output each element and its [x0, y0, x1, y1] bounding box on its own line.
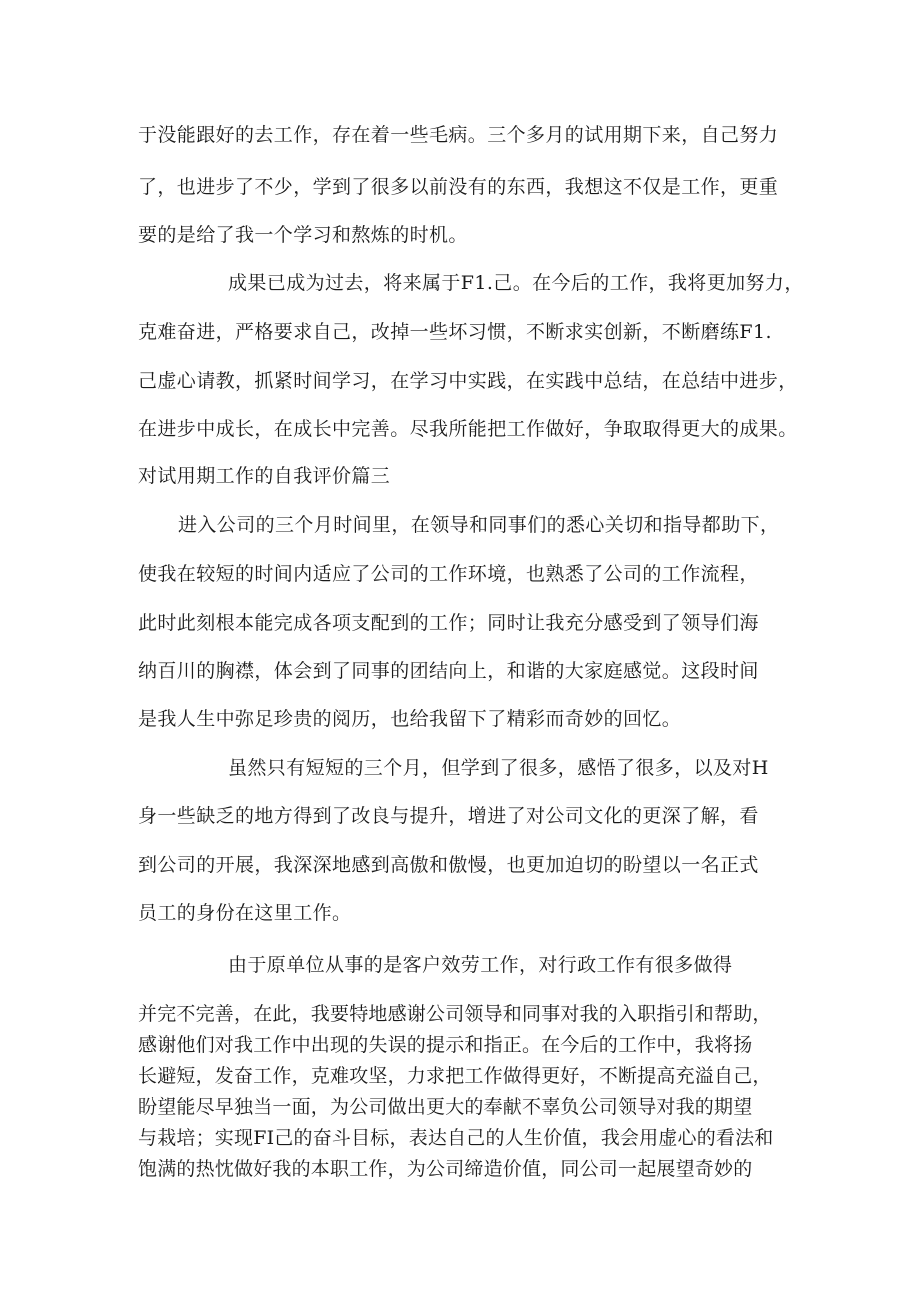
text-line: 于没能跟好的去工作，存在着一些毛病。三个多月的试用期下来，自己努力 — [138, 124, 779, 146]
text-line: 使我在较短的时间内适应了公司的工作环境，也熟悉了公司的工作流程， — [138, 563, 759, 585]
text-line: 在进步中成长，在成长中完善。尽我所能把工作做好，争取取得更大的成果。 — [138, 418, 798, 440]
text-line: 到公司的开展，我深深地感到高傲和傲慢，也更加迫切的盼望以一名正式 — [138, 854, 759, 876]
text-line: 成果已成为过去，将来属于F1.己。在今后的工作，我将更加努力， — [228, 272, 804, 294]
text-line: 纳百川的胸襟，体会到了同事的团结向上，和谐的大家庭感觉。这段时间 — [138, 660, 759, 682]
text-line: 长避短，发奋工作，克难攻坚，力求把工作做得更好，不断提高充溢自己， — [138, 1065, 772, 1087]
text-line: 感谢他们对我工作中出现的失误的提示和指正。在今后的工作中，我将扬 — [138, 1034, 753, 1056]
text-line: 员工的身份在这里工作。 — [138, 902, 352, 924]
text-line: 要的是给了我一个学习和熬炼的时机。 — [138, 224, 468, 246]
text-line: 盼望能尽早独当一面，为公司做出更大的奉献不辜负公司领导对我的期望 — [138, 1096, 753, 1118]
section-heading: 对试用期工作的自我评价篇三 — [138, 465, 391, 487]
text-line: 进入公司的三个月时间里，在领导和同事们的悉心关切和指导都助下， — [178, 514, 780, 536]
text-line: 己虚心请教，抓紧时间学习，在学习中实践，在实践中总结，在总结中进步， — [138, 370, 798, 392]
text-line: 了，也进步了不少，学到了很多以前没有的东西，我想这不仅是工作，更重 — [138, 176, 779, 198]
text-line: 虽然只有短短的三个月，但学到了很多，感悟了很多，以及对H — [228, 757, 769, 779]
text-line: 身一些缺乏的地方得到了改良与提升，增进了对公司文化的更深了解，看 — [138, 805, 759, 827]
text-line: 是我人生中弥足珍贵的阅历，也给我留下了精彩而奇妙的回忆。 — [138, 708, 682, 730]
text-line: 并完不完善，在此，我要特地感谢公司领导和同事对我的入职指引和帮助， — [138, 1003, 772, 1025]
text-line: 由于原单位从事的是客户效劳工作，对行政工作有很多做得 — [228, 954, 733, 976]
text-line: 与栽培；实现FI己的奋斗目标，表达自己的人生价值，我会用虚心的看法和 — [138, 1127, 774, 1149]
text-line: 此时此刻根本能完成各项支配到的工作；同时让我充分感受到了领导们海 — [138, 612, 759, 634]
text-line: 克难奋进，严格要求自己，改掉一些坏习惯，不断求实创新，不断磨练F1. — [138, 321, 772, 343]
text-line: 饱满的热忱做好我的本职工作，为公司缔造价值，同公司一起展望奇妙的 — [138, 1158, 753, 1180]
